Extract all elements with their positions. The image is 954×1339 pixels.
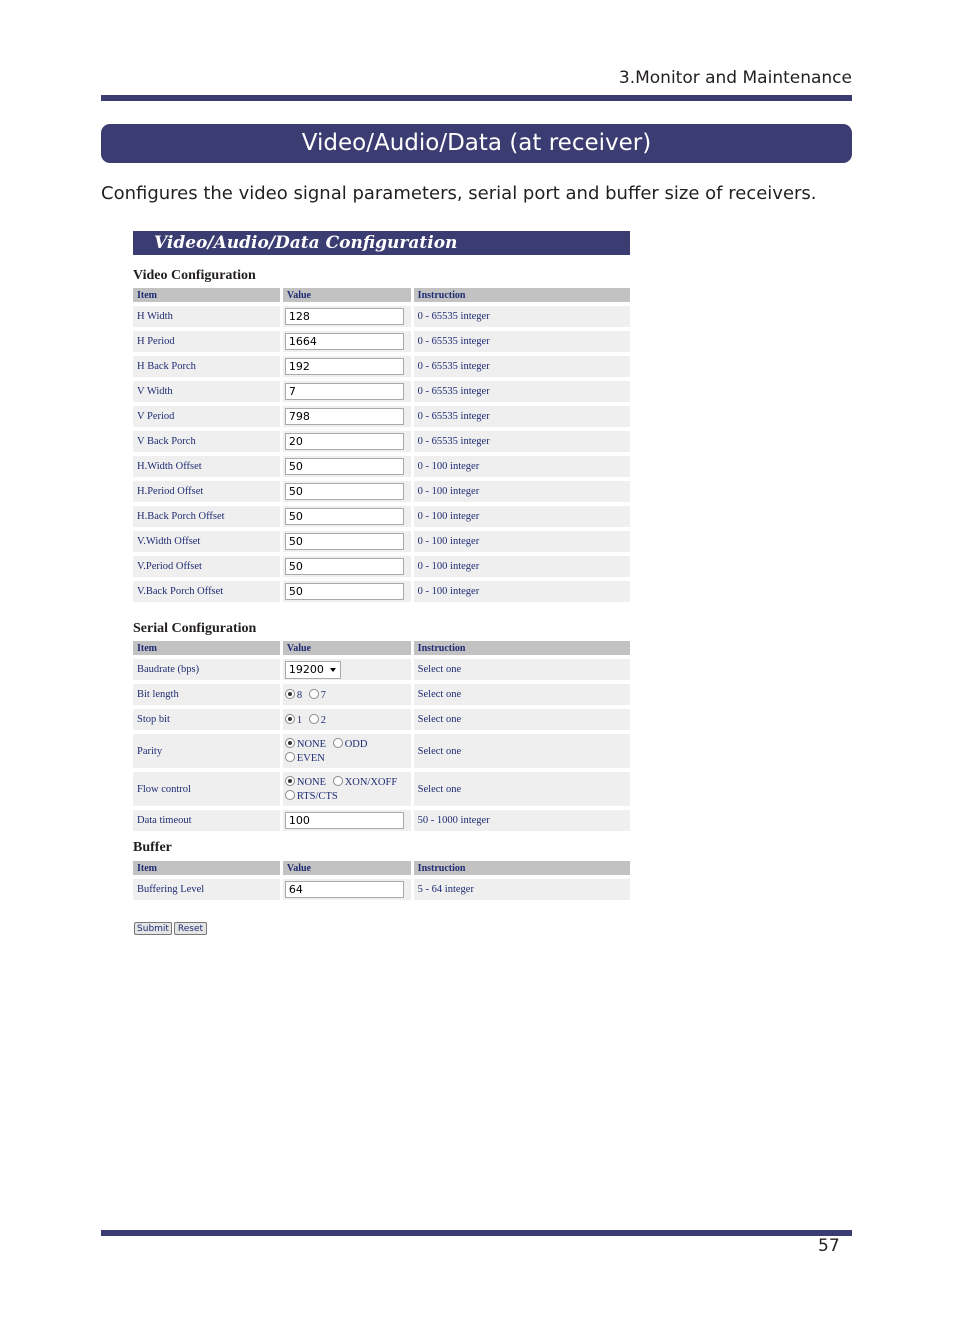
instruction-text: 0 - 65535 integer xyxy=(414,331,630,352)
item-label: V.Width Offset xyxy=(133,531,280,552)
serial-config-title: Serial Configuration xyxy=(133,621,257,636)
page-number: 57 xyxy=(818,1236,840,1256)
flow-none-radio[interactable] xyxy=(285,776,295,786)
buffer-title: Buffer xyxy=(133,840,172,855)
column-header-item: Item xyxy=(133,288,280,302)
instruction-text: Select one xyxy=(414,734,630,768)
column-header-value: Value xyxy=(283,288,411,302)
column-header-instruction: Instruction xyxy=(414,288,630,302)
value-input[interactable]: 1664 xyxy=(285,333,404,350)
table-row: Parity NONE ODD EVEN Select one xyxy=(133,734,630,768)
video-config-title: Video Configuration xyxy=(133,268,256,283)
instruction-text: Select one xyxy=(414,709,630,730)
value-input[interactable]: 50 xyxy=(285,508,404,525)
item-label: Baudrate (bps) xyxy=(133,659,280,680)
column-header-instruction: Instruction xyxy=(414,861,630,875)
instruction-text: 0 - 65535 integer xyxy=(414,381,630,402)
instruction-text: 0 - 100 integer xyxy=(414,556,630,577)
parity-even-radio[interactable] xyxy=(285,752,295,762)
config-screenshot xyxy=(133,231,630,941)
column-header-instruction: Instruction xyxy=(414,641,630,655)
item-label: H Width xyxy=(133,306,280,327)
item-label: H.Width Offset xyxy=(133,456,280,477)
column-header-item: Item xyxy=(133,861,280,875)
bit-length-8-radio[interactable] xyxy=(285,689,295,699)
instruction-text: 5 - 64 integer xyxy=(414,879,630,900)
table-row xyxy=(133,356,630,377)
buffering-level-input[interactable]: 64 xyxy=(285,881,404,898)
value-input[interactable]: 50 xyxy=(285,583,404,600)
value-input[interactable]: 50 xyxy=(285,558,404,575)
table-row xyxy=(133,556,630,577)
parity-odd-radio[interactable] xyxy=(333,738,343,748)
item-label: H Period xyxy=(133,331,280,352)
item-label: H.Period Offset xyxy=(133,481,280,502)
bottom-divider xyxy=(101,1230,852,1236)
instruction-text: 0 - 65535 integer xyxy=(414,406,630,427)
value-input[interactable]: 192 xyxy=(285,358,404,375)
table-row: Bit length 8 7 Select one xyxy=(133,684,630,705)
stop-bit-1-radio[interactable] xyxy=(285,714,295,724)
item-label: V Back Porch xyxy=(133,431,280,452)
item-label: V.Back Porch Offset xyxy=(133,581,280,602)
instruction-text: Select one xyxy=(414,772,630,806)
value-input[interactable]: 7 xyxy=(285,383,404,400)
table-row xyxy=(133,306,630,327)
value-input[interactable]: 798 xyxy=(285,408,404,425)
item-label: Stop bit xyxy=(133,709,280,730)
chapter-heading: 3.Monitor and Maintenance xyxy=(618,68,852,88)
item-label: V Width xyxy=(133,381,280,402)
flow-xonxoff-radio[interactable] xyxy=(333,776,343,786)
table-row xyxy=(133,456,630,477)
instruction-text: 50 - 1000 integer xyxy=(414,810,630,831)
table-row xyxy=(133,406,630,427)
serial-config-table xyxy=(133,637,630,835)
instruction-text: 0 - 65535 integer xyxy=(414,306,630,327)
table-row xyxy=(133,531,630,552)
table-row: Stop bit 1 2 Select one xyxy=(133,709,630,730)
instruction-text: 0 - 100 integer xyxy=(414,581,630,602)
baudrate-select[interactable]: 19200 xyxy=(285,661,341,679)
submit-button[interactable]: Submit xyxy=(134,922,172,935)
instruction-text: 0 - 65535 integer xyxy=(414,356,630,377)
instruction-text: Select one xyxy=(414,684,630,705)
buffer-table xyxy=(133,857,630,904)
section-title: Video/Audio/Data (at receiver) xyxy=(101,124,852,163)
item-label: V Period xyxy=(133,406,280,427)
data-timeout-input[interactable]: 100 xyxy=(285,812,404,829)
column-header-item: Item xyxy=(133,641,280,655)
table-row xyxy=(133,581,630,602)
parity-none-radio[interactable] xyxy=(285,738,295,748)
instruction-text: 0 - 100 integer xyxy=(414,506,630,527)
column-header-value: Value xyxy=(283,641,411,655)
instruction-text: Select one xyxy=(414,659,630,680)
table-row xyxy=(133,481,630,502)
table-row: Flow control NONE XON/XOFF RTS/CTS Select one xyxy=(133,772,630,806)
item-label: Buffering Level xyxy=(133,879,280,900)
reset-button[interactable]: Reset xyxy=(174,922,207,935)
top-divider xyxy=(101,95,852,101)
value-input[interactable]: 128 xyxy=(285,308,404,325)
video-config-table xyxy=(133,284,630,606)
instruction-text: 0 - 65535 integer xyxy=(414,431,630,452)
value-input[interactable]: 50 xyxy=(285,483,404,500)
table-row xyxy=(133,506,630,527)
table-row xyxy=(133,810,630,831)
table-row xyxy=(133,431,630,452)
table-row xyxy=(133,331,630,352)
item-label: Data timeout xyxy=(133,810,280,831)
item-label: Flow control xyxy=(133,772,280,806)
item-label: H Back Porch xyxy=(133,356,280,377)
item-label: V.Period Offset xyxy=(133,556,280,577)
config-header: Video/Audio/Data Configuration xyxy=(133,231,630,255)
intro-text: Configures the video signal parameters, serial port and buffer size of receivers. xyxy=(101,183,817,204)
column-header-value: Value xyxy=(283,861,411,875)
instruction-text: 0 - 100 integer xyxy=(414,481,630,502)
table-row xyxy=(133,879,630,900)
item-label: Bit length xyxy=(133,684,280,705)
value-input[interactable]: 20 xyxy=(285,433,404,450)
instruction-text: 0 - 100 integer xyxy=(414,456,630,477)
value-input[interactable]: 50 xyxy=(285,458,404,475)
table-row xyxy=(133,659,630,680)
table-row xyxy=(133,381,630,402)
item-label: Parity xyxy=(133,734,280,768)
stop-bit-2-radio[interactable] xyxy=(309,714,319,724)
instruction-text: 0 - 100 integer xyxy=(414,531,630,552)
value-input[interactable]: 50 xyxy=(285,533,404,550)
bit-length-7-radio[interactable] xyxy=(309,689,319,699)
flow-rtscts-radio[interactable] xyxy=(285,790,295,800)
item-label: H.Back Porch Offset xyxy=(133,506,280,527)
chevron-down-icon xyxy=(330,668,336,672)
